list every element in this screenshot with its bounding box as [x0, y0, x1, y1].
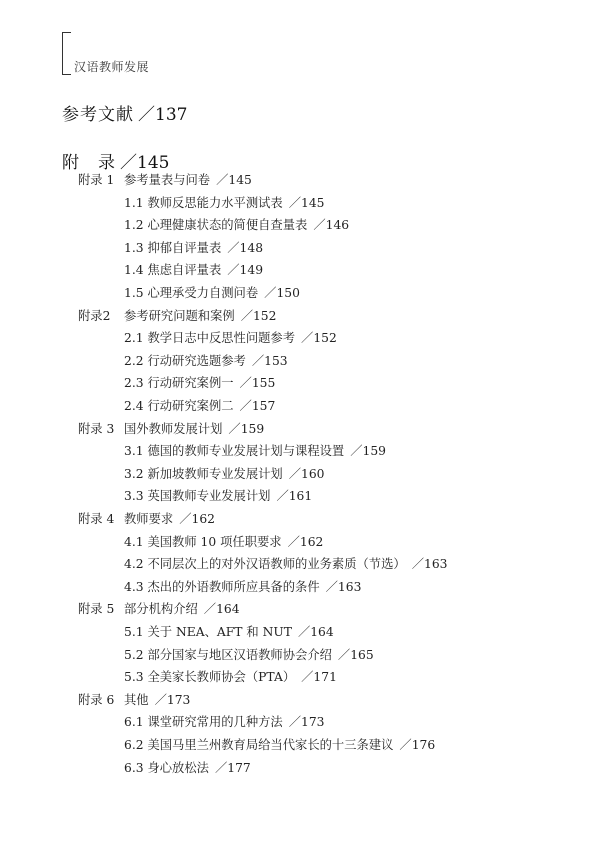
item-title: 1.3 抑郁自评量表 — [124, 240, 222, 255]
item-title: 2.3 行动研究案例一 — [124, 376, 234, 391]
page-number: ／176 — [399, 738, 436, 752]
appendix-label: 附录 5 — [78, 602, 115, 617]
item-title: 5.2 部分国家与地区汉语教师协会介绍 — [124, 647, 332, 662]
appendix-title: 参考量表与问卷 — [124, 173, 211, 187]
item-title: 1.1 教师反思能力水平测试表 — [124, 195, 283, 210]
toc-group-entry[interactable] — [78, 421, 264, 437]
page-number: ／153 — [251, 353, 288, 368]
item-title: 2.2 行动研究选题参考 — [124, 353, 246, 368]
item-title: 3.1 德国的教师专业发展计划与课程设置 — [124, 444, 345, 459]
appendix-label: 附录 6 — [78, 692, 115, 707]
item-title: 1.4 焦虑自评量表 — [124, 263, 222, 278]
item-title: 3.2 新加坡教师专业发展计划 — [124, 466, 283, 481]
section-page: ／137 — [138, 105, 188, 125]
page-number: ／163 — [325, 579, 362, 594]
item-title: 6.1 课堂研究常用的几种方法 — [124, 715, 283, 730]
toc-item-entry[interactable] — [124, 737, 435, 753]
item-title: 4.2 不同层次上的对外汉语教师的业务素质（节选） — [124, 557, 406, 572]
item-title: 4.3 杰出的外语教师所应具备的条件 — [124, 579, 320, 594]
page-number: ／171 — [301, 670, 337, 685]
toc-item-entry[interactable] — [124, 443, 386, 459]
toc-group-entry[interactable] — [78, 511, 215, 527]
page-number: ／145 — [216, 173, 252, 187]
page-number: ／161 — [276, 489, 313, 504]
toc-group-entry[interactable] — [78, 308, 276, 324]
toc-item-entry[interactable] — [124, 624, 334, 640]
page-number: ／163 — [411, 557, 448, 572]
toc-item-entry[interactable] — [124, 488, 312, 504]
toc-item-entry[interactable] — [124, 375, 275, 391]
item-title: 5.1 关于 NEA、AFT 和 NUT — [124, 625, 292, 639]
item-title: 2.4 行动研究案例二 — [124, 399, 234, 413]
appendix-label: 附录 1 — [78, 173, 115, 187]
toc-group-entry[interactable] — [78, 692, 190, 708]
page-number: ／173 — [288, 715, 325, 730]
toc-item-entry[interactable] — [124, 579, 361, 595]
toc-group-entry[interactable] — [78, 601, 240, 617]
appendix-label: 附录 3 — [78, 421, 115, 436]
appendix-title: 其他 — [124, 692, 149, 707]
toc-item-entry[interactable] — [124, 285, 300, 301]
page-number: ／164 — [203, 602, 240, 617]
toc-item-entry[interactable] — [124, 217, 349, 233]
page-number: ／155 — [239, 376, 276, 391]
page-number: ／159 — [228, 421, 265, 436]
section-title: 参考文献 — [62, 105, 134, 125]
page-number: ／149 — [227, 263, 264, 278]
item-title: 1.2 心理健康状态的简便自查量表 — [124, 218, 308, 233]
toc-item-entry[interactable] — [124, 556, 447, 572]
toc-item-entry[interactable] — [124, 669, 337, 685]
toc-item-entry[interactable] — [124, 760, 251, 776]
item-title: 4.1 美国教师 10 项任职要求 — [124, 534, 282, 549]
toc-item-entry[interactable] — [124, 195, 325, 211]
section-page: ／145 — [120, 153, 170, 173]
section-title: 附 录 — [62, 153, 116, 173]
page-number: ／157 — [239, 399, 276, 413]
toc-item-entry[interactable] — [124, 330, 337, 346]
running-head: 汉语教师发展 — [74, 60, 150, 74]
toc-item-entry[interactable] — [124, 714, 325, 730]
toc-item-entry[interactable] — [124, 240, 263, 256]
page-number: ／173 — [154, 692, 191, 707]
toc-item-entry[interactable] — [124, 262, 263, 278]
item-title: 5.3 全美家长教师协会（PTA） — [124, 670, 296, 685]
appendix-title: 参考研究问题和案例 — [124, 308, 235, 323]
appendix-title: 教师要求 — [124, 512, 174, 526]
toc-item-entry[interactable] — [124, 534, 323, 550]
page-number: ／146 — [313, 218, 350, 233]
toc-item-entry[interactable] — [124, 398, 275, 414]
item-title: 6.2 美国马里兰州教育局给当代家长的十三条建议 — [124, 738, 394, 752]
toc-item-entry[interactable] — [124, 353, 288, 369]
toc-group-entry[interactable] — [78, 172, 252, 188]
item-title: 2.1 教学日志中反思性问题参考 — [124, 331, 296, 346]
page-number: ／152 — [240, 308, 277, 323]
page-number: ／148 — [227, 240, 264, 255]
page-number: ／160 — [288, 466, 325, 481]
page-number: ／145 — [288, 195, 325, 210]
page-number: ／152 — [301, 331, 337, 346]
page-number: ／159 — [350, 444, 386, 459]
item-title: 3.3 英国教师专业发展计划 — [124, 489, 271, 504]
appendix-title: 国外教师发展计划 — [124, 421, 223, 436]
appendix-title: 部分机构介绍 — [124, 602, 198, 617]
item-title: 1.5 心理承受力自测问卷 — [124, 286, 259, 300]
page-number: ／162 — [179, 512, 215, 526]
item-title: 6.3 身心放松法 — [124, 760, 209, 775]
page-number: ／150 — [264, 286, 300, 300]
appendix-label: 附录2 — [78, 308, 111, 323]
toc-item-entry[interactable] — [124, 466, 325, 482]
toc-item-entry[interactable] — [124, 647, 374, 663]
page-number: ／162 — [287, 534, 324, 549]
page-number: ／177 — [214, 760, 251, 775]
page-number: ／164 — [297, 625, 334, 639]
page-number: ／165 — [337, 647, 374, 662]
appendix-label: 附录 4 — [78, 512, 115, 526]
